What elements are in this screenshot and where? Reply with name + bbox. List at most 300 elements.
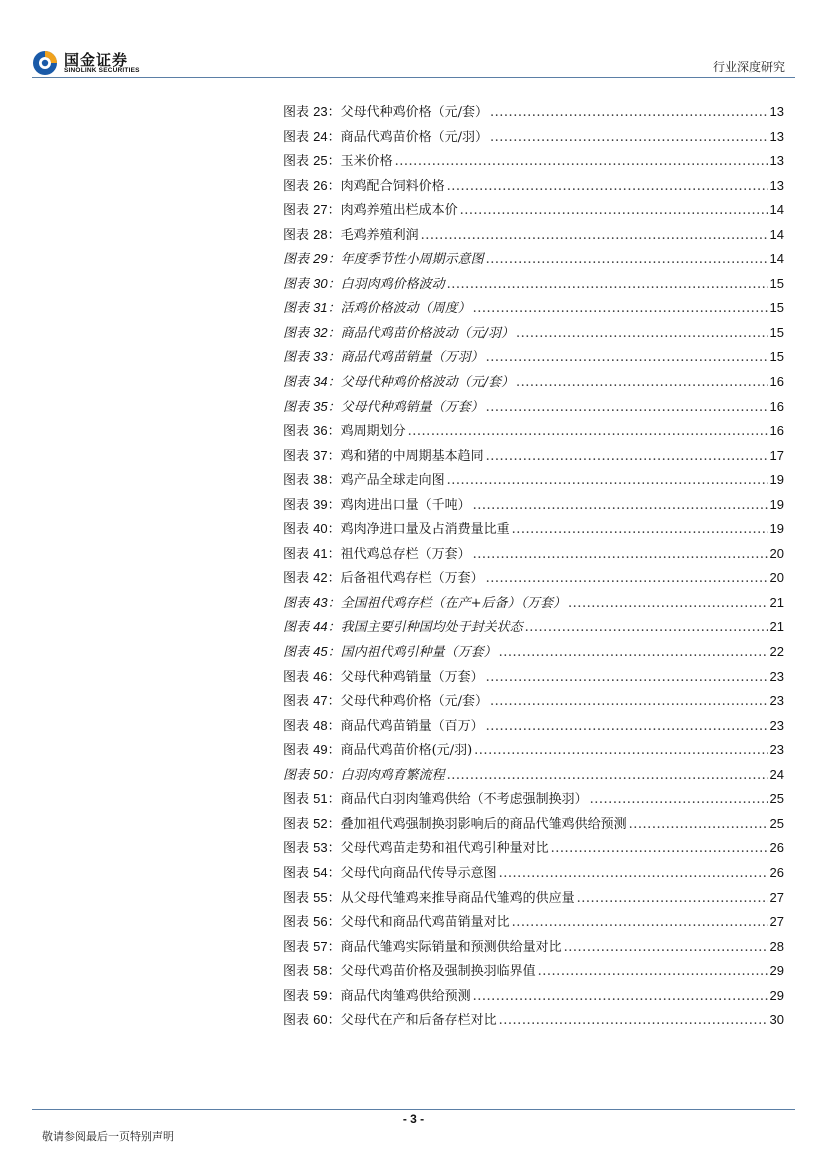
- toc-entry-title: [283, 321, 514, 347]
- toc-entry-number: 27: [313, 202, 328, 218]
- toc-entry-title: [283, 689, 488, 715]
- toc-leader-dots: [447, 175, 768, 200]
- toc-leader-dots: [408, 420, 768, 445]
- toc-entry-title: [283, 370, 514, 396]
- toc-entry-separator: ：: [327, 816, 341, 832]
- toc-entry-title: [283, 493, 471, 519]
- toc-row[interactable]: [283, 419, 784, 444]
- toc-entry-separator: ：: [327, 915, 341, 931]
- toc-entry-separator: ：: [327, 497, 341, 513]
- toc-row[interactable]: [283, 812, 784, 837]
- toc-entry-label: 图表: [283, 816, 310, 832]
- toc-page-number: 29: [769, 987, 784, 1003]
- toc-page-number: 16: [769, 423, 784, 439]
- toc-page-number: 21: [769, 619, 784, 635]
- report-type: 行业深度研究: [712, 60, 785, 74]
- toc-entry-label: 图表: [283, 276, 310, 292]
- figure-index-list: [283, 100, 784, 1033]
- toc-leader-dots: [499, 1009, 768, 1034]
- toc-entry-label: 图表: [283, 546, 310, 562]
- logo-text-en: SINOLINK SECURITIES: [64, 67, 140, 74]
- toc-entry-label: 图表: [283, 252, 310, 268]
- toc-entry-number: 36: [313, 423, 328, 439]
- toc-row[interactable]: [283, 493, 784, 518]
- toc-row[interactable]: [283, 566, 784, 591]
- toc-page-number: 23: [769, 668, 784, 684]
- toc-leader-dots: [512, 911, 768, 936]
- toc-entry-text: 商品代鸡苗价格(元/羽): [340, 743, 473, 759]
- toc-leader-dots: [486, 346, 768, 371]
- toc-entry-text: 商品代肉雏鸡供给预测: [340, 988, 471, 1004]
- toc-page-number: 23: [769, 693, 784, 709]
- toc-entry-number: 51: [313, 791, 328, 807]
- toc-entry-label: 图表: [283, 718, 310, 734]
- toc-entry-separator: ：: [327, 1013, 341, 1029]
- toc-entry-label: 图表: [283, 203, 310, 219]
- toc-entry-number: 52: [313, 815, 328, 831]
- toc-entry-text: 父母代鸡苗价格及强制换羽临界值: [340, 964, 536, 980]
- toc-entry-title: [283, 198, 458, 224]
- toc-entry-text: 父母代鸡苗走势和祖代鸡引种量对比: [340, 841, 549, 857]
- toc-row[interactable]: [283, 517, 784, 542]
- toc-entry-label: 图表: [283, 178, 310, 194]
- toc-entry-text: 鸡产品全球走向图: [340, 473, 445, 489]
- toc-leader-dots: [486, 396, 768, 421]
- toc-entry-separator: ：: [327, 203, 341, 219]
- toc-leader-dots: [486, 715, 768, 740]
- toc-entry-separator: ：: [327, 964, 341, 980]
- page-header: [0, 0, 827, 80]
- toc-page-number: 26: [769, 840, 784, 856]
- toc-entry-title: [283, 861, 497, 887]
- toc-row[interactable]: [283, 1008, 784, 1033]
- toc-entry-label: 图表: [283, 473, 310, 489]
- toc-entry-title: [283, 640, 497, 666]
- toc-entry-title: [283, 665, 484, 691]
- toc-row[interactable]: [283, 247, 784, 272]
- toc-leader-dots: [473, 494, 768, 519]
- toc-row[interactable]: [283, 223, 784, 248]
- toc-leader-dots: [499, 641, 768, 666]
- toc-entry-title: [283, 1008, 497, 1034]
- toc-leader-dots: [629, 813, 768, 838]
- toc-entry-label: 图表: [283, 424, 310, 440]
- toc-row[interactable]: [283, 272, 784, 297]
- toc-entry-separator: ：: [327, 350, 341, 366]
- toc-entry-title: [283, 591, 566, 617]
- toc-entry-separator: ：: [327, 669, 341, 685]
- toc-page-number: 22: [769, 644, 784, 660]
- toc-entry-text: 父母代种鸡价格波动（元/套）: [340, 375, 515, 391]
- toc-entry-number: 53: [313, 840, 328, 856]
- toc-leader-dots: [474, 739, 767, 764]
- toc-entry-text: 玉米价格: [340, 154, 393, 170]
- toc-entry-separator: ：: [327, 154, 341, 170]
- toc-entry-label: 图表: [283, 375, 310, 391]
- toc-entry-label: 图表: [283, 522, 310, 538]
- toc-leader-dots: [447, 469, 768, 494]
- toc-entry-text: 后备祖代鸡存栏（万套）: [340, 571, 484, 587]
- toc-entry-label: 图表: [283, 890, 310, 906]
- header-divider: [32, 77, 795, 78]
- toc-entry-text: 祖代鸡总存栏（万套）: [340, 546, 471, 562]
- toc-entry-separator: ：: [327, 252, 341, 268]
- toc-entry-text: 鸡肉进出口量（千吨）: [340, 497, 471, 513]
- toc-entry-text: 从父母代雏鸡来推导商品代雏鸡的供应量: [340, 890, 575, 906]
- toc-row[interactable]: [283, 174, 784, 199]
- toc-entry-separator: ：: [327, 129, 341, 145]
- toc-entry-label: 图表: [283, 669, 310, 685]
- toc-page-number: 16: [769, 398, 784, 414]
- toc-row[interactable]: [283, 665, 784, 690]
- logo-text-cn: 国金证券: [64, 51, 129, 69]
- toc-page-number: 15: [769, 349, 784, 365]
- toc-entry-number: 45: [313, 644, 328, 660]
- toc-row[interactable]: [283, 444, 784, 469]
- toc-page-number: 25: [769, 791, 784, 807]
- toc-page-number: 23: [769, 717, 784, 733]
- toc-entry-label: 图表: [283, 350, 310, 366]
- toc-entry-separator: ：: [327, 792, 341, 808]
- toc-entry-separator: ：: [327, 522, 341, 538]
- toc-leader-dots: [395, 150, 768, 175]
- toc-entry-number: 24: [313, 128, 328, 144]
- toc-leader-dots: [516, 322, 768, 347]
- toc-entry-number: 34: [313, 374, 328, 390]
- toc-entry-separator: ：: [327, 595, 341, 611]
- toc-entry-text: 我国主要引种国均处于封关状态: [340, 620, 523, 636]
- toc-row[interactable]: [283, 836, 784, 861]
- toc-entry-number: 54: [313, 864, 328, 880]
- toc-page-number: 21: [769, 594, 784, 610]
- toc-entry-label: 图表: [283, 620, 310, 636]
- toc-page-number: 23: [769, 742, 784, 758]
- toc-entry-label: 图表: [283, 792, 310, 808]
- toc-entry-separator: ：: [327, 743, 341, 759]
- toc-entry-separator: ：: [327, 645, 341, 661]
- toc-row[interactable]: [283, 861, 784, 886]
- toc-page-number: 28: [769, 938, 784, 954]
- toc-entry-separator: ：: [327, 841, 341, 857]
- toc-page-number: 15: [769, 324, 784, 340]
- toc-row[interactable]: [283, 910, 784, 935]
- toc-entry-text: 父母代种鸡销量（万套）: [340, 669, 484, 685]
- footer-divider: [32, 1109, 795, 1110]
- toc-row[interactable]: [283, 125, 784, 150]
- toc-row[interactable]: [283, 886, 784, 911]
- toc-entry-label: 图表: [283, 227, 310, 243]
- toc-entry-number: 56: [313, 914, 328, 930]
- toc-entry-number: 30: [313, 275, 328, 291]
- toc-entry-number: 46: [313, 668, 328, 684]
- toc-leader-dots: [421, 224, 768, 249]
- toc-page-number: 20: [769, 570, 784, 586]
- toc-leader-dots: [551, 837, 768, 862]
- toc-entry-title: [283, 125, 488, 151]
- toc-entry-label: 图表: [283, 325, 310, 341]
- toc-entry-title: [283, 959, 536, 985]
- toc-entry-title: [283, 812, 627, 838]
- sinolink-logo-icon: [32, 50, 58, 76]
- toc-row[interactable]: [283, 321, 784, 346]
- toc-leader-dots: [473, 985, 768, 1010]
- toc-row[interactable]: [283, 984, 784, 1009]
- toc-entry-number: 47: [313, 693, 328, 709]
- toc-entry-title: [283, 468, 445, 494]
- toc-leader-dots: [460, 199, 768, 224]
- toc-entry-title: [283, 444, 484, 470]
- toc-entry-number: 32: [313, 324, 328, 340]
- toc-entry-title: [283, 247, 484, 273]
- toc-leader-dots: [486, 567, 768, 592]
- toc-entry-number: 58: [313, 963, 328, 979]
- toc-row[interactable]: [283, 615, 784, 640]
- toc-entry-text: 商品代鸡苗价格波动（元/羽）: [340, 325, 515, 341]
- toc-entry-number: 28: [313, 226, 328, 242]
- toc-entry-number: 59: [313, 987, 328, 1003]
- toc-entry-title: [283, 174, 445, 200]
- toc-leader-dots: [499, 862, 768, 887]
- toc-entry-number: 29: [313, 251, 328, 267]
- toc-row[interactable]: [283, 198, 784, 223]
- toc-entry-number: 44: [313, 619, 328, 635]
- toc-entry-number: 41: [313, 545, 328, 561]
- toc-row[interactable]: [283, 787, 784, 812]
- toc-entry-title: [283, 395, 484, 421]
- toc-entry-text: 鸡和猪的中周期基本趋同: [340, 448, 484, 464]
- toc-entry-text: 全国祖代鸡存栏（在产+后备）（万套）: [340, 595, 567, 611]
- toc-entry-text: 商品代雏鸡实际销量和预测供给量对比: [340, 939, 562, 955]
- toc-row[interactable]: [283, 959, 784, 984]
- toc-entry-number: 23: [313, 104, 328, 119]
- toc-entry-separator: ：: [327, 767, 341, 783]
- toc-entry-text: 白羽肉鸡价格波动: [340, 276, 445, 292]
- toc-entry-number: 31: [313, 300, 328, 316]
- toc-entry-separator: ：: [327, 865, 341, 881]
- toc-entry-label: 图表: [283, 571, 310, 587]
- toc-entry-number: 37: [313, 447, 328, 463]
- toc-page-number: 14: [769, 226, 784, 242]
- toc-entry-title: [283, 149, 393, 175]
- toc-entry-text: 叠加祖代鸡强制换羽影响后的商品代雏鸡供给预测: [340, 816, 627, 832]
- toc-leader-dots: [473, 543, 768, 568]
- page-number: - 3 -: [402, 1112, 425, 1126]
- toc-entry-title: [283, 886, 575, 912]
- toc-page-number: 13: [769, 153, 784, 169]
- toc-entry-title: [283, 517, 510, 543]
- toc-entry-label: 图表: [283, 939, 310, 955]
- toc-entry-label: 图表: [283, 497, 310, 513]
- toc-row[interactable]: [283, 100, 784, 125]
- toc-entry-number: 40: [313, 521, 328, 537]
- toc-row[interactable]: [283, 935, 784, 960]
- toc-entry-title: [283, 763, 445, 789]
- toc-page-number: 25: [769, 815, 784, 831]
- toc-entry-label: 图表: [283, 399, 310, 415]
- toc-entry-number: 38: [313, 472, 328, 488]
- toc-page-number: 14: [769, 251, 784, 267]
- toc-entry-number: 50: [313, 766, 328, 782]
- toc-entry-label: 图表: [283, 694, 310, 710]
- toc-row[interactable]: [283, 468, 784, 493]
- toc-page-number: 27: [769, 914, 784, 930]
- toc-entry-title: [283, 296, 471, 322]
- toc-leader-dots: [516, 371, 768, 396]
- toc-entry-text: 鸡周期划分: [340, 424, 406, 440]
- toc-page-number: 20: [769, 545, 784, 561]
- toc-page-number: 27: [769, 889, 784, 905]
- toc-entry-title: [283, 910, 510, 936]
- toc-entry-label: 图表: [283, 448, 310, 464]
- toc-entry-separator: ：: [327, 301, 341, 317]
- toc-row[interactable]: [283, 345, 784, 370]
- toc-entry-separator: ：: [327, 571, 341, 587]
- toc-entry-title: [283, 984, 471, 1010]
- toc-row[interactable]: [283, 689, 784, 714]
- toc-entry-number: 33: [313, 349, 328, 365]
- toc-page-number: 14: [769, 202, 784, 218]
- toc-entry-title: [283, 738, 472, 764]
- toc-row[interactable]: [283, 395, 784, 420]
- toc-entry-separator: ：: [327, 325, 341, 341]
- toc-entry-separator: ：: [327, 694, 341, 710]
- toc-page-number: 16: [769, 374, 784, 390]
- toc-entry-number: 43: [313, 594, 328, 610]
- toc-row[interactable]: [283, 763, 784, 788]
- toc-entry-label: 图表: [283, 645, 310, 661]
- toc-leader-dots: [473, 297, 768, 322]
- toc-entry-number: 42: [313, 570, 328, 586]
- toc-leader-dots: [486, 666, 768, 691]
- toc-page-number: 29: [769, 963, 784, 979]
- toc-entry-separator: ：: [327, 620, 341, 636]
- toc-entry-title: [283, 223, 419, 249]
- toc-entry-text: 父母代种鸡价格（元/套）: [340, 105, 489, 120]
- toc-entry-title: [283, 787, 588, 813]
- toc-entry-label: 图表: [283, 154, 310, 170]
- toc-entry-number: 39: [313, 496, 328, 512]
- toc-row[interactable]: [283, 542, 784, 567]
- toc-entry-separator: ：: [327, 448, 341, 464]
- toc-page-number: 13: [769, 177, 784, 193]
- toc-entry-text: 父母代在产和后备存栏对比: [340, 1013, 497, 1029]
- toc-entry-title: [283, 566, 484, 592]
- toc-row[interactable]: [283, 640, 784, 665]
- toc-leader-dots: [490, 126, 768, 151]
- toc-entry-text: 商品代鸡苗销量（百万）: [340, 718, 484, 734]
- toc-row[interactable]: [283, 370, 784, 395]
- toc-entry-number: 26: [313, 177, 328, 193]
- toc-entry-text: 商品代白羽肉雏鸡供给（不考虑强制换羽）: [340, 792, 588, 808]
- toc-entry-separator: ：: [327, 890, 341, 906]
- toc-entry-number: 48: [313, 717, 328, 733]
- toc-page-number: 15: [769, 300, 784, 316]
- toc-page-number: 19: [769, 521, 784, 537]
- toc-row[interactable]: [283, 591, 784, 616]
- toc-leader-dots: [512, 518, 768, 543]
- toc-leader-dots: [486, 248, 768, 273]
- toc-leader-dots: [577, 887, 768, 912]
- toc-entry-separator: ：: [327, 178, 341, 194]
- toc-entry-number: 35: [313, 398, 328, 414]
- toc-entry-text: 父母代种鸡价格（元/套）: [340, 694, 489, 710]
- toc-entry-title: [283, 272, 445, 298]
- toc-entry-label: 图表: [283, 841, 310, 857]
- toc-entry-label: 图表: [283, 743, 310, 759]
- toc-entry-separator: ：: [327, 718, 341, 734]
- toc-entry-separator: ：: [327, 546, 341, 562]
- toc-page-number: 24: [769, 766, 784, 782]
- toc-entry-number: 55: [313, 889, 328, 905]
- toc-page-number: 19: [769, 496, 784, 512]
- toc-page-number: 13: [769, 128, 784, 144]
- toc-entry-separator: ：: [327, 939, 341, 955]
- toc-entry-title: [283, 345, 484, 371]
- toc-row[interactable]: [283, 149, 784, 174]
- toc-entry-separator: ：: [327, 276, 341, 292]
- toc-leader-dots: [447, 764, 768, 789]
- toc-page-number: 17: [769, 447, 784, 463]
- toc-entry-label: 图表: [283, 595, 310, 611]
- toc-row[interactable]: [283, 296, 784, 321]
- toc-row[interactable]: [283, 714, 784, 739]
- toc-leader-dots: [525, 616, 768, 641]
- toc-entry-title: [283, 100, 488, 126]
- toc-entry-separator: ：: [327, 424, 341, 440]
- toc-entry-title: [283, 615, 523, 641]
- toc-page-number: 26: [769, 864, 784, 880]
- toc-entry-text: 国内祖代鸡引种量（万套）: [340, 645, 497, 661]
- toc-entry-text: 白羽肉鸡育繁流程: [340, 767, 445, 783]
- toc-leader-dots: [490, 690, 768, 715]
- toc-page-number: 15: [769, 275, 784, 291]
- toc-row[interactable]: [283, 738, 784, 763]
- company-logo: [32, 46, 152, 78]
- toc-entry-separator: ：: [327, 988, 341, 1004]
- toc-page-number: 19: [769, 472, 784, 488]
- toc-entry-title: [283, 935, 562, 961]
- toc-entry-label: 图表: [283, 129, 310, 145]
- toc-entry-text: 活鸡价格波动（周度）: [340, 301, 471, 317]
- toc-entry-title: [283, 836, 549, 862]
- toc-entry-label: 图表: [283, 865, 310, 881]
- toc-entry-number: 49: [313, 742, 328, 758]
- toc-entry-label: 图表: [283, 301, 310, 317]
- toc-entry-label: 图表: [283, 964, 310, 980]
- toc-leader-dots: [490, 101, 768, 126]
- toc-entry-label: 图表: [283, 915, 310, 931]
- toc-entry-text: 年度季节性小周期示意图: [340, 252, 484, 268]
- toc-entry-label: 图表: [283, 988, 310, 1004]
- toc-entry-label: 图表: [283, 1013, 310, 1029]
- toc-entry-number: 57: [313, 938, 328, 954]
- toc-entry-text: 父母代和商品代鸡苗销量对比: [340, 915, 510, 931]
- toc-entry-title: [283, 714, 484, 740]
- toc-leader-dots: [590, 788, 768, 813]
- toc-entry-separator: ：: [327, 399, 341, 415]
- toc-entry-text: 肉鸡养殖出栏成本价: [340, 203, 458, 219]
- toc-leader-dots: [486, 445, 768, 470]
- toc-entry-text: 父母代种鸡销量（万套）: [340, 399, 484, 415]
- toc-leader-dots: [564, 936, 768, 961]
- toc-entry-title: [283, 419, 406, 445]
- toc-entry-text: 肉鸡配合饲料价格: [340, 178, 445, 194]
- toc-entry-label: 图表: [283, 105, 310, 120]
- toc-entry-number: 60: [313, 1012, 328, 1028]
- toc-leader-dots: [568, 592, 767, 617]
- toc-leader-dots: [447, 273, 768, 298]
- toc-entry-separator: ：: [327, 473, 341, 489]
